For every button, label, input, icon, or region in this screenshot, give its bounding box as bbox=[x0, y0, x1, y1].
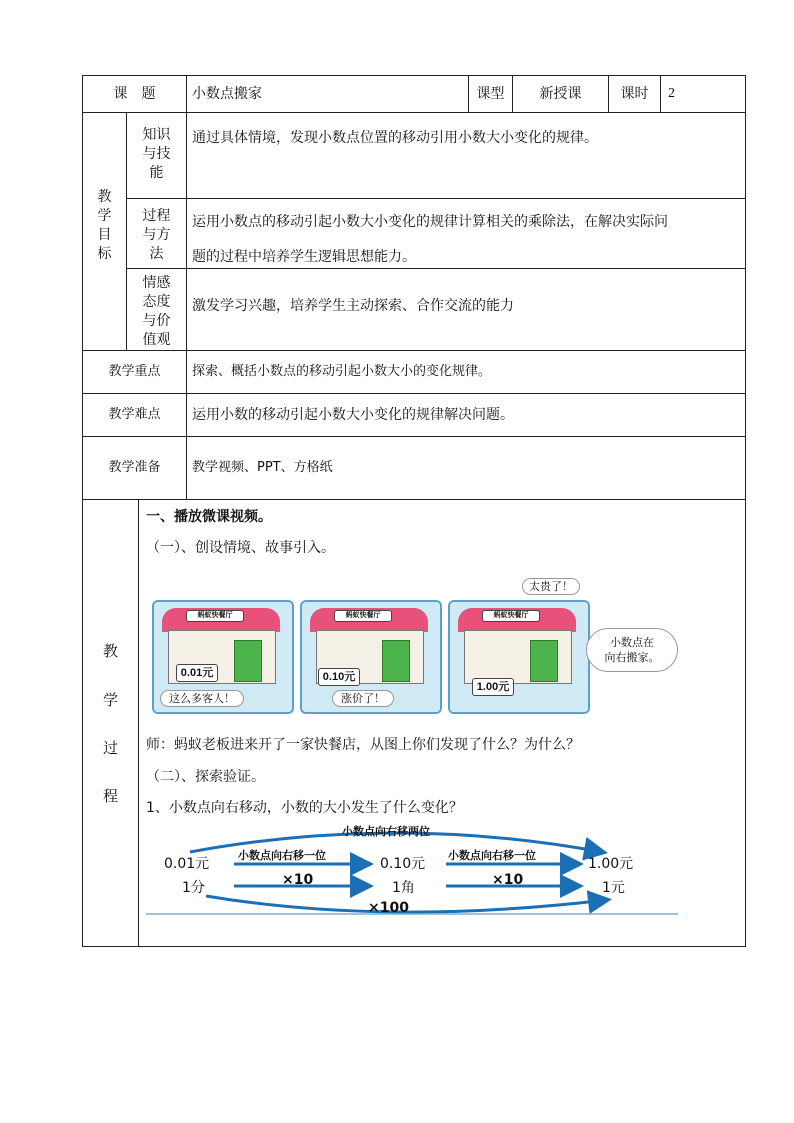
times-100-label: ×100 bbox=[368, 900, 409, 916]
step-label-1: 小数点向右移一位 bbox=[238, 849, 326, 862]
key-point-label: 教学重点 bbox=[108, 364, 161, 379]
price-sign: 0.10元 bbox=[318, 668, 360, 686]
objectives-group-label: 教 学 目 标 bbox=[97, 189, 112, 262]
shop-sign: 蚂蚁快餐厅 bbox=[482, 610, 540, 622]
value-1-00: 1.00元 bbox=[588, 856, 634, 872]
comic-panel-1 bbox=[152, 600, 294, 714]
top-arrow-label: 小数点向右移两位 bbox=[342, 825, 430, 838]
key-point-text: 探索、概括小数点的移动引起小数大小的变化规律。 bbox=[192, 364, 492, 379]
process-methods-text-line2: 题的过程中培养学生逻辑思想能力。 bbox=[192, 249, 416, 265]
speech-bubble-expensive: 太贵了！ bbox=[522, 578, 580, 595]
unit-yuan: 1元 bbox=[602, 880, 625, 896]
times-10-label-1: ×10 bbox=[282, 872, 314, 888]
section-title: 一、播放微课视频。 bbox=[146, 509, 272, 525]
shop-sign: 蚂蚁快餐厅 bbox=[186, 610, 244, 622]
decimal-shift-diagram bbox=[146, 822, 678, 922]
process-methods-label: 过程 与方 法 bbox=[142, 208, 171, 262]
teacher-question: 师：蚂蚁老板进来开了一家快餐店，从图上你们发现了什么？为什么？ bbox=[146, 737, 580, 753]
question-1: 1、小数点向右移动，小数的大小发生了什么变化？ bbox=[146, 800, 463, 816]
price-sign: 0.01元 bbox=[176, 664, 218, 682]
class-hours-value: 2 bbox=[668, 86, 675, 101]
preparation-text: 教学视频、PPT、方格纸 bbox=[192, 460, 333, 475]
unit-fen: 1分 bbox=[182, 880, 205, 896]
preparation-label: 教学准备 bbox=[108, 460, 161, 475]
thought-bubble: 小数点在 向右搬家。 bbox=[586, 628, 678, 672]
value-0-10: 0.10元 bbox=[380, 856, 426, 872]
speech-bubble: 这么多客人！ bbox=[160, 690, 244, 707]
lesson-type-label: 课型 bbox=[476, 86, 505, 102]
difficulty-text: 运用小数的移动引起小数大小变化的规律解决问题。 bbox=[192, 407, 514, 423]
class-hours-label: 课时 bbox=[620, 86, 649, 102]
comic-panel-3 bbox=[448, 600, 590, 714]
comic-strip-illustration bbox=[146, 566, 686, 724]
subsection-2-title: （二）、探索验证。 bbox=[146, 769, 265, 785]
comic-panel-2 bbox=[300, 600, 442, 714]
lesson-type-value: 新授课 bbox=[539, 86, 582, 102]
step-label-2: 小数点向右移一位 bbox=[448, 849, 536, 862]
topic-label: 课 题 bbox=[113, 86, 156, 102]
knowledge-skills-label: 知识 与技 能 bbox=[142, 127, 171, 181]
subsection-1-title: （一）、创设情境、故事引入。 bbox=[146, 540, 335, 556]
unit-jiao: 1角 bbox=[392, 880, 415, 896]
knowledge-skills-text: 通过具体情境，发现小数点位置的移动引用小数大小变化的规律。 bbox=[192, 130, 598, 146]
topic-value: 小数点搬家 bbox=[192, 86, 262, 102]
emotion-values-label: 情感 态度 与价 值观 bbox=[142, 275, 171, 348]
value-0-01: 0.01元 bbox=[164, 856, 210, 872]
price-sign: 1.00元 bbox=[472, 678, 514, 696]
shop-sign: 蚂蚁快餐厅 bbox=[334, 610, 392, 622]
emotion-values-text: 激发学习兴趣，培养学生主动探索、合作交流的能力 bbox=[192, 298, 514, 314]
speech-bubble: 涨价了！ bbox=[332, 690, 394, 707]
difficulty-label: 教学难点 bbox=[108, 407, 161, 422]
process-methods-text-line1: 运用小数点的移动引起小数大小变化的规律计算相关的乘除法，在解决实际问 bbox=[192, 214, 668, 230]
times-10-label-2: ×10 bbox=[492, 872, 524, 888]
